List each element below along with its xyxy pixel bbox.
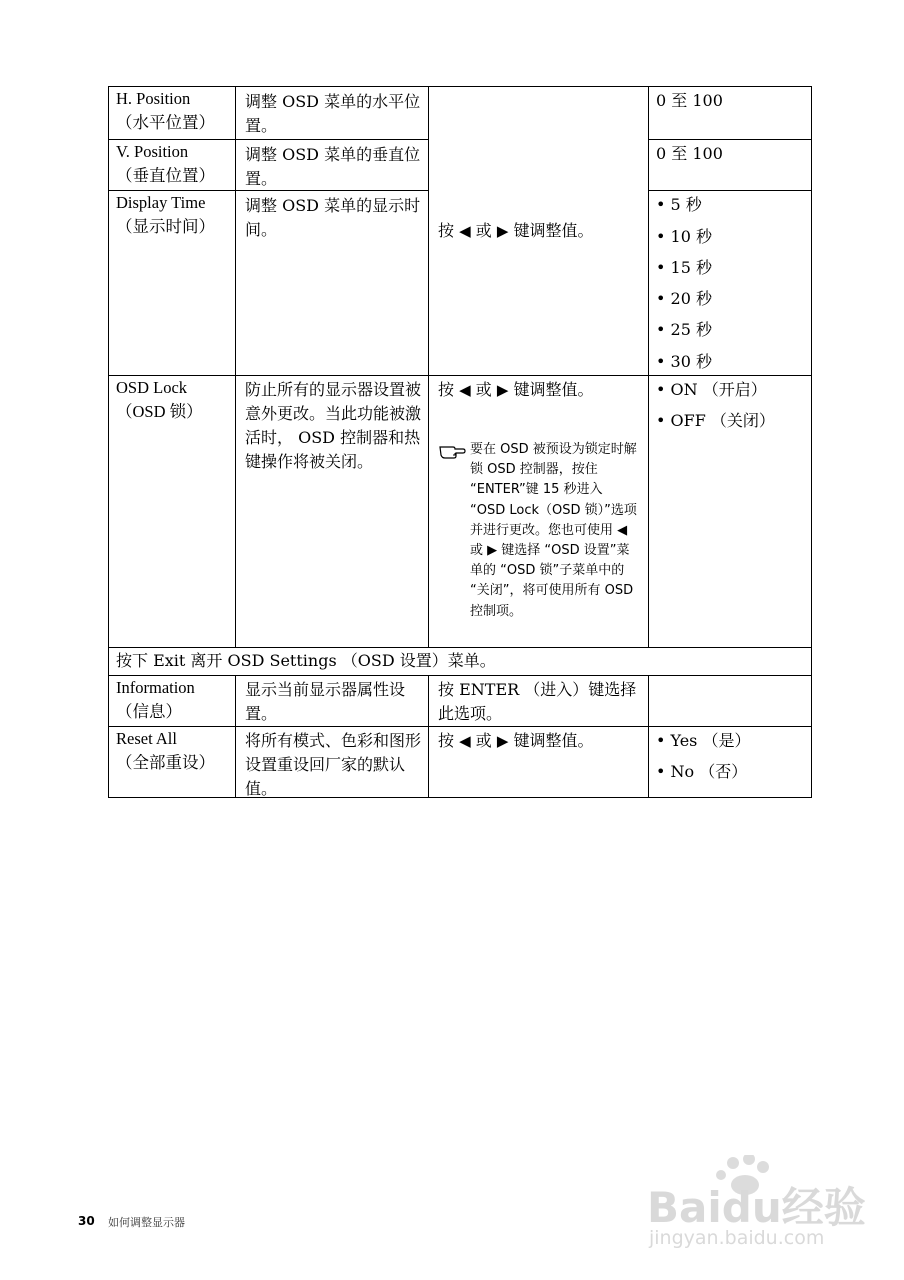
vpos-value: 0 至 100 xyxy=(656,144,723,163)
left-triangle-icon: ◀ xyxy=(459,222,471,240)
page-number: 30 xyxy=(78,1214,95,1228)
adjust-value-instruction xyxy=(438,219,594,243)
column-divider xyxy=(428,86,429,647)
column-divider xyxy=(648,675,649,797)
osdlock-label-cn: （OSD 锁） xyxy=(116,402,203,421)
column-divider xyxy=(235,86,236,647)
osdlock-action xyxy=(438,378,594,402)
dtime-label xyxy=(116,191,232,239)
osdlock-action-mid: 或 xyxy=(475,380,492,399)
vpos-description: 调整 OSD 菜单的垂直位置。 xyxy=(245,145,421,188)
vpos-label xyxy=(116,140,232,188)
reset-description: 将所有模式、色彩和图形设置重设回厂家的默认值。 xyxy=(245,731,422,798)
table-border-bottom xyxy=(108,797,812,798)
dtime-option: • 5 秒 xyxy=(656,195,702,214)
watermark-url: jingyan.baidu.com xyxy=(649,1227,825,1249)
table-border-left xyxy=(108,86,109,798)
info-description: 显示当前显示器属性设置。 xyxy=(245,680,406,723)
right-triangle-icon: ▶ xyxy=(496,222,509,240)
pointing-hand-note-icon xyxy=(439,442,467,460)
info-label-en: Information xyxy=(116,678,195,697)
reset-action-pre: 按 xyxy=(438,731,455,750)
dtime-option: • 25 秒 xyxy=(656,320,712,339)
reset-action-post: 键调整值。 xyxy=(513,731,594,750)
info-label xyxy=(116,676,232,724)
dtime-option: • 20 秒 xyxy=(656,289,712,308)
dtime-label-cn: （显示时间） xyxy=(116,217,215,236)
column-divider xyxy=(648,86,649,647)
reset-label xyxy=(116,727,232,775)
osdlock-action-post: 键调整值。 xyxy=(513,380,594,399)
vpos-label-en: V. Position xyxy=(116,142,189,161)
row-divider xyxy=(648,190,812,191)
adjust-pre: 按 xyxy=(438,221,455,240)
adjust-post: 键调整值。 xyxy=(513,221,594,240)
dtime-option: • 30 秒 xyxy=(656,352,712,371)
osd-settings-table xyxy=(108,86,812,798)
info-label-cn: （信息） xyxy=(116,702,182,721)
dtime-option: • 15 秒 xyxy=(656,258,712,277)
vpos-label-cn: （垂直位置） xyxy=(116,166,215,185)
dtime-description: 调整 OSD 菜单的显示时间。 xyxy=(245,196,421,239)
osdlock-option: • OFF （关闭） xyxy=(656,411,775,430)
hpos-label xyxy=(116,87,232,135)
right-triangle-icon: ▶ xyxy=(496,732,509,750)
row-divider xyxy=(648,139,812,140)
reset-label-en: Reset All xyxy=(116,729,177,748)
hpos-description: 调整 OSD 菜单的水平位置。 xyxy=(245,92,421,135)
table-border-right xyxy=(811,86,812,798)
watermark-brand: Baidu经验 xyxy=(647,1183,866,1232)
adjust-mid: 或 xyxy=(475,221,492,240)
row-divider xyxy=(108,647,812,648)
hpos-label-en: H. Position xyxy=(116,89,191,108)
dtime-option: • 10 秒 xyxy=(656,227,712,246)
baidu-watermark xyxy=(645,1155,865,1255)
right-triangle-icon: ▶ xyxy=(496,381,509,399)
osdlock-note: 要在 OSD 被预设为锁定时解锁 OSD 控制器，按住 “ENTER”键 15 秒进入 “OSD Lock（OSD 锁）”选项并进行更改。您也可使用 ◀ 或 ▶ 键选择 “OSD 设置”菜单的 “OSD 锁”子菜单中的 “关闭”，将可使用所有 OSD 控制项。 xyxy=(470,442,637,619)
reset-option: • Yes （是） xyxy=(656,731,751,750)
hpos-label-cn: （水平位置） xyxy=(116,113,215,132)
dtime-label-en: Display Time xyxy=(116,193,206,212)
osdlock-description: 防止所有的显示器设置被意外更改。当此功能被激活时， OSD 控制器和热键操作将被关闭。 xyxy=(245,380,422,471)
info-action: 按 ENTER （进入）键选择此选项。 xyxy=(438,680,637,723)
exit-instruction: 按下 Exit 离开 OSD Settings （OSD 设置）菜单。 xyxy=(116,651,496,670)
left-triangle-icon: ◀ xyxy=(459,381,471,399)
osdlock-action-pre: 按 xyxy=(438,380,455,399)
footer-section-title: 如何调整显示器 xyxy=(108,1216,185,1229)
reset-action xyxy=(438,729,594,753)
reset-action-mid: 或 xyxy=(475,731,492,750)
left-triangle-icon: ◀ xyxy=(459,732,471,750)
column-divider xyxy=(235,675,236,797)
column-divider xyxy=(428,675,429,797)
reset-option: • No （否） xyxy=(656,762,748,781)
reset-label-cn: （全部重设） xyxy=(116,753,215,772)
osdlock-label xyxy=(116,376,232,424)
osdlock-option: • ON （开启） xyxy=(656,380,767,399)
hpos-value: 0 至 100 xyxy=(656,91,723,110)
osdlock-label-en: OSD Lock xyxy=(116,378,188,397)
